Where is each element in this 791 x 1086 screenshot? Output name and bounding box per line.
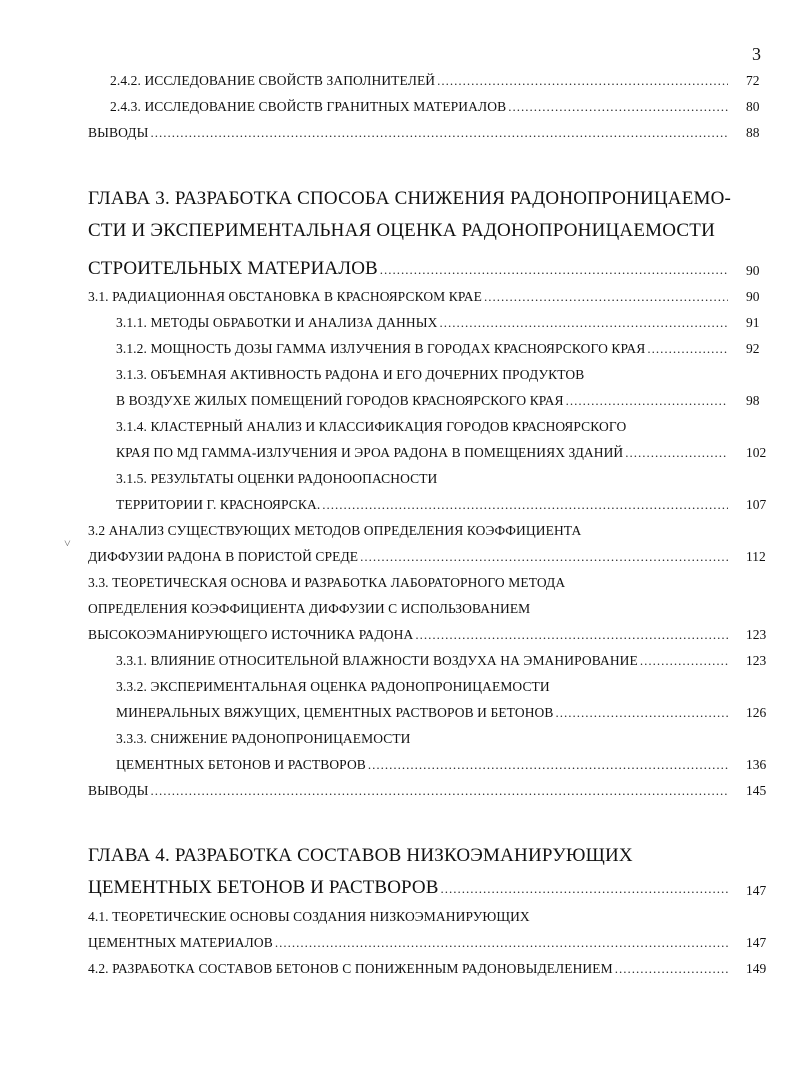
toc-entry-title: 2.4.3. ИССЛЕДОВАНИЕ СВОЙСТВ ГРАНИТНЫХ МАТЕРИАЛОВ bbox=[110, 99, 507, 114]
toc-entry-2-4-3 bbox=[110, 99, 728, 115]
toc-entry-title-line: 3.1.5. РЕЗУЛЬТАТЫ ОЦЕНКИ РАДОНООПАСНОСТИ bbox=[116, 471, 438, 486]
toc-entry-title: ЦЕМЕНТНЫХ БЕТОНОВ И РАСТВОРОВ bbox=[116, 757, 366, 772]
dot-leader bbox=[437, 73, 728, 89]
toc-page-number: 145 bbox=[746, 783, 767, 798]
toc-page-number: 88 bbox=[746, 125, 760, 140]
toc-entry-4-1 bbox=[88, 935, 728, 951]
toc-entry-title: 3.3.1. ВЛИЯНИЕ ОТНОСИТЕЛЬНОЙ ВЛАЖНОСТИ ВОЗДУХА НА ЭМАНИРОВАНИЕ bbox=[116, 653, 638, 668]
dot-leader bbox=[368, 757, 728, 773]
toc-entry-title: КРАЯ ПО МД ГАММА-ИЗЛУЧЕНИЯ И ЭРОА РАДОНА В ПОМЕЩЕНИЯХ ЗДАНИЙ bbox=[116, 445, 624, 460]
toc-page-number: 147 bbox=[746, 935, 767, 950]
toc-entry-4-2 bbox=[88, 961, 728, 977]
toc-entry-title-line: 3.1.4. КЛАСТЕРНЫЙ АНАЛИЗ И КЛАССИФИКАЦИЯ ГОРОДОВ КРАСНОЯРСКОГО bbox=[116, 419, 627, 434]
chapter-4-heading-line-1: ГЛАВА 4. РАЗРАБОТКА СОСТАВОВ НИЗКОЭМАНИРУЮЩИХ bbox=[88, 845, 633, 866]
dot-leader bbox=[640, 653, 728, 669]
dot-leader bbox=[360, 549, 728, 565]
dot-leader bbox=[508, 99, 728, 115]
toc-entry-title: ВЫСОКОЭМАНИРУЮЩЕГО ИСТОЧНИКА РАДОНА bbox=[88, 627, 414, 642]
toc-entry-title: СТРОИТЕЛЬНЫХ МАТЕРИАЛОВ bbox=[88, 258, 378, 279]
toc-entry-3-3-1 bbox=[116, 653, 728, 669]
toc-entry-title: 4.2. РАЗРАБОТКА СОСТАВОВ БЕТОНОВ С ПОНИЖЕННЫМ РАДОНОВЫДЕЛЕНИЕМ bbox=[88, 961, 613, 976]
toc-entry-chapter-3 bbox=[88, 258, 728, 280]
toc-entry-title: ВЫВОДЫ bbox=[88, 125, 149, 140]
toc-entry-3-3-3 bbox=[116, 757, 728, 773]
dot-leader bbox=[556, 705, 729, 721]
toc-entry-3-3 bbox=[88, 627, 728, 643]
toc-entry-3-3-3-line-1 bbox=[116, 731, 411, 747]
dot-leader bbox=[415, 627, 728, 643]
toc-entry-title: МИНЕРАЛЬНЫХ ВЯЖУЩИХ, ЦЕМЕНТНЫХ РАСТВОРОВ И БЕТОНОВ bbox=[116, 705, 554, 720]
toc-entry-2-4-2 bbox=[110, 73, 728, 89]
toc-page-number: 98 bbox=[746, 393, 760, 408]
toc-entry-3-3-2-line-1 bbox=[116, 679, 550, 695]
toc-page-number: 92 bbox=[746, 341, 760, 356]
toc-entry-title: ВЫВОДЫ bbox=[88, 783, 149, 798]
toc-entry-3-1-4-line-1 bbox=[116, 419, 626, 435]
toc-entry-title: ЦЕМЕНТНЫХ МАТЕРИАЛОВ bbox=[88, 935, 273, 950]
toc-entry-title: ЦЕМЕНТНЫХ БЕТОНОВ И РАСТВОРОВ bbox=[88, 877, 439, 898]
chapter-3-heading-line-1: ГЛАВА 3. РАЗРАБОТКА СПОСОБА СНИЖЕНИЯ РАДОНОПРОНИЦАЕМО- bbox=[88, 188, 732, 209]
dot-leader bbox=[484, 289, 728, 305]
toc-entry-title: ДИФФУЗИИ РАДОНА В ПОРИСТОЙ СРЕДЕ bbox=[88, 549, 359, 564]
toc-page-number: 149 bbox=[746, 961, 767, 976]
dot-leader bbox=[441, 881, 728, 897]
dot-leader bbox=[615, 961, 728, 977]
toc-entry-title: 2.4.2. ИССЛЕДОВАНИЕ СВОЙСТВ ЗАПОЛНИТЕЛЕЙ bbox=[110, 73, 436, 88]
toc-page-number: 126 bbox=[746, 705, 767, 720]
dot-leader bbox=[566, 393, 728, 409]
toc-entry-3-2-line-1 bbox=[88, 523, 581, 539]
toc-page-number: 90 bbox=[746, 263, 760, 278]
toc-entry-title: 3.1.2. МОЩНОСТЬ ДОЗЫ ГАММА ИЗЛУЧЕНИЯ В ГОРОДАХ КРАСНОЯРСКОГО КРАЯ bbox=[116, 341, 646, 356]
page-number: 3 bbox=[752, 44, 761, 64]
toc-entry-title: В ВОЗДУХЕ ЖИЛЫХ ПОМЕЩЕНИЙ ГОРОДОВ КРАСНОЯРСКОГО КРАЯ bbox=[116, 393, 564, 408]
toc-entry-3-1-2 bbox=[116, 341, 728, 357]
toc-entry-4-1-line-1 bbox=[88, 909, 530, 925]
chapter-3-heading-line-2: СТИ И ЭКСПЕРИМЕНТАЛЬНАЯ ОЦЕНКА РАДОНОПРОНИЦАЕМОСТИ bbox=[88, 220, 715, 241]
toc-page-number: 123 bbox=[746, 627, 767, 642]
toc-entry-title-line: 3.3. ТЕОРЕТИЧЕСКАЯ ОСНОВА И РАЗРАБОТКА ЛАБОРАТОРНОГО МЕТОДА bbox=[88, 575, 566, 590]
toc-entry-conclusions-3 bbox=[88, 783, 728, 799]
scan-artifact: ˅ bbox=[64, 536, 71, 550]
toc-page-number: 80 bbox=[746, 99, 760, 114]
toc-entry-3-1-3-line-1 bbox=[116, 367, 584, 383]
toc-page-number: 90 bbox=[746, 289, 760, 304]
toc-entry-3-1 bbox=[88, 289, 728, 305]
toc-entry-title: ТЕРРИТОРИИ Г. КРАСНОЯРСКА. bbox=[116, 497, 321, 512]
dot-leader bbox=[322, 497, 728, 513]
toc-entry-3-1-3 bbox=[116, 393, 728, 409]
toc-entry-3-3-line-1 bbox=[88, 575, 565, 591]
toc-page-number: 72 bbox=[746, 73, 760, 88]
toc-entry-title-line: 4.1. ТЕОРЕТИЧЕСКИЕ ОСНОВЫ СОЗДАНИЯ НИЗКОЭМАНИРУЮЩИХ bbox=[88, 909, 530, 924]
toc-page-number: 102 bbox=[746, 445, 767, 460]
toc-page-number: 123 bbox=[746, 653, 767, 668]
toc-entry-3-3-line-2 bbox=[88, 601, 530, 617]
toc-entry-3-1-5-line-1 bbox=[116, 471, 437, 487]
toc-entry-3-2 bbox=[88, 549, 728, 565]
toc-entry-title-line: 3.2 АНАЛИЗ СУЩЕСТВУЮЩИХ МЕТОДОВ ОПРЕДЕЛЕНИЯ КОЭФФИЦИЕНТА bbox=[88, 523, 582, 538]
toc-entry-title: 3.1. РАДИАЦИОННАЯ ОБСТАНОВКА В КРАСНОЯРСКОМ КРАЕ bbox=[88, 289, 482, 304]
toc-entry-title-line: 3.1.3. ОБЪЕМНАЯ АКТИВНОСТЬ РАДОНА И ЕГО ДОЧЕРНИХ ПРОДУКТОВ bbox=[116, 367, 585, 382]
dot-leader bbox=[380, 262, 728, 278]
toc-entry-title-line: 3.3.2. ЭКСПЕРИМЕНТАЛЬНАЯ ОЦЕНКА РАДОНОПРОНИЦАЕМОСТИ bbox=[116, 679, 550, 694]
toc-entry-title-line: 3.3.3. СНИЖЕНИЕ РАДОНОПРОНИЦАЕМОСТИ bbox=[116, 731, 411, 746]
toc-entry-conclusions-2 bbox=[88, 125, 728, 141]
toc-entry-3-3-2 bbox=[116, 705, 728, 721]
dot-leader bbox=[275, 935, 728, 951]
toc-page-number: 112 bbox=[746, 549, 766, 564]
toc-entry-title: 3.1.1. МЕТОДЫ ОБРАБОТКИ И АНАЛИЗА ДАННЫХ bbox=[116, 315, 438, 330]
toc-entry-3-1-4 bbox=[116, 445, 728, 461]
toc-entry-3-1-5 bbox=[116, 497, 728, 513]
toc-entry-3-1-1 bbox=[116, 315, 728, 331]
dot-leader bbox=[625, 445, 728, 461]
dot-leader bbox=[647, 341, 728, 357]
dot-leader bbox=[439, 315, 728, 331]
dot-leader bbox=[150, 125, 728, 141]
toc-entry-chapter-4 bbox=[88, 877, 728, 899]
toc-page-number: 147 bbox=[746, 883, 767, 898]
toc-page-number: 107 bbox=[746, 497, 767, 512]
toc-page-number: 91 bbox=[746, 315, 760, 330]
dot-leader bbox=[150, 783, 728, 799]
toc-entry-title-line: ОПРЕДЕЛЕНИЯ КОЭФФИЦИЕНТА ДИФФУЗИИ С ИСПОЛЬЗОВАНИЕМ bbox=[88, 601, 531, 616]
toc-page-number: 136 bbox=[746, 757, 767, 772]
